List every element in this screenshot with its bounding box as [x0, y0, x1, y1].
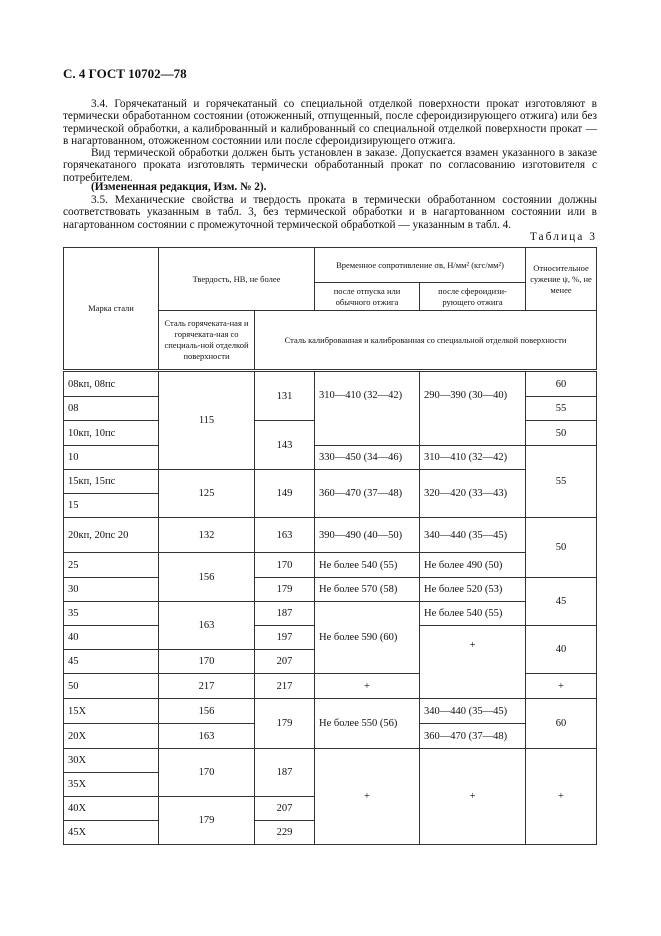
grade-cell: 15кп, 15пс	[64, 470, 159, 494]
grade-cell: 15	[64, 494, 159, 518]
header-after-tempering: после отпуска или обычного отжига	[315, 283, 420, 311]
tempering-cell: Не более 550 (56)	[315, 699, 420, 749]
elongation-cell: +	[526, 674, 597, 699]
amendment-note: (Измененная редакция, Изм. № 2).	[91, 181, 267, 193]
grade-cell: 10	[64, 446, 159, 470]
cal-hardness-cell: 217	[255, 674, 315, 699]
paragraph-3-4: 3.4. Горячекатаный и горячекатаный со специальной отделкой поверхности прокат изготовляют в термически обработанном состоянии (отожженный, отпущенный, после сфероидизирующего отжига) или без термической обработки, а калиброванный и калиброванный со специальной отделкой поверхности прокат — в нагартованном, отожженном состоянии или после сфероидизирующего отжига.	[63, 98, 597, 147]
grade-cell: 40Х	[64, 797, 159, 821]
elongation-cell: 60	[526, 371, 597, 397]
hot-hardness-cell: 132	[159, 518, 255, 553]
grade-cell: 30Х	[64, 749, 159, 773]
elongation-cell: 50	[526, 518, 597, 578]
grade-cell: 10кп, 10пс	[64, 421, 159, 446]
elongation-cell: 50	[526, 421, 597, 446]
cal-hardness-cell: 170	[255, 553, 315, 578]
cal-hardness-cell: 149	[255, 470, 315, 518]
header-calibrated: Сталь калиброванная и калиброванная со специальной отделкой поверхности	[255, 311, 597, 371]
tempering-cell: 360—470 (37—48)	[315, 470, 420, 518]
header-elongation: Относительное сужение ψ, %, не менее	[526, 248, 597, 311]
hot-hardness-cell: 156	[159, 699, 255, 724]
cal-hardness-cell: 207	[255, 650, 315, 674]
grade-cell: 25	[64, 553, 159, 578]
elongation-cell: 45	[526, 578, 597, 626]
tempering-cell: 390—490 (40—50)	[315, 518, 420, 553]
properties-table	[63, 247, 597, 845]
cal-hardness-cell: 179	[255, 578, 315, 602]
spheroid-cell: Не более 490 (50)	[420, 553, 526, 578]
grade-cell: 20Х	[64, 724, 159, 749]
page-header: С. 4 ГОСТ 10702—78	[63, 66, 187, 81]
grade-cell: 35	[64, 602, 159, 626]
tempering-cell: 330—450 (34—46)	[315, 446, 420, 470]
cal-hardness-cell: 187	[255, 602, 315, 626]
hot-hardness-cell: 125	[159, 470, 255, 518]
grade-cell: 50	[64, 674, 159, 699]
header-after-spheroid: после сфероидизи-рующего отжига	[420, 283, 526, 311]
grade-cell: 40	[64, 626, 159, 650]
elongation-cell: 60	[526, 699, 597, 749]
tempering-cell: Не более 570 (58)	[315, 578, 420, 602]
cal-hardness-cell: 207	[255, 797, 315, 821]
header-grade: Марка стали	[64, 248, 159, 371]
grade-cell: 08кп, 08пс	[64, 371, 159, 397]
spheroid-cell: 340—440 (35—45)	[420, 518, 526, 553]
tempering-cell: Не более 590 (60)	[315, 602, 420, 674]
grade-cell: 45Х	[64, 821, 159, 845]
header-hot-rolled: Сталь горячеката-ная и горячеката-ная со специаль-ной отделкой поверхности	[159, 311, 255, 371]
hot-hardness-cell: 170	[159, 650, 255, 674]
grade-cell: 45	[64, 650, 159, 674]
tempering-cell: Не более 540 (55)	[315, 553, 420, 578]
tempering-cell: +	[315, 674, 420, 699]
hot-hardness-cell: 170	[159, 749, 255, 797]
hot-hardness-cell: 115	[159, 371, 255, 470]
spheroid-cell: 360—470 (37—48)	[420, 724, 526, 749]
cal-hardness-cell: 163	[255, 518, 315, 553]
spheroid-cell: Не более 540 (55)	[420, 602, 526, 626]
spheroid-cell: 310—410 (32—42)	[420, 446, 526, 470]
grade-cell: 30	[64, 578, 159, 602]
tempering-cell: +	[315, 749, 420, 845]
spheroid-cell: 340—440 (35—45)	[420, 699, 526, 724]
cal-hardness-cell: 229	[255, 821, 315, 845]
elongation-cell: 40	[526, 626, 597, 674]
spheroid-cell: +	[420, 626, 526, 699]
grade-cell: 08	[64, 397, 159, 421]
elongation-cell: 55	[526, 397, 597, 421]
elongation-cell: +	[526, 749, 597, 845]
elongation-cell: 55	[526, 446, 597, 518]
tempering-cell: 310—410 (32—42)	[315, 371, 420, 446]
grade-cell: 35Х	[64, 773, 159, 797]
hot-hardness-cell: 179	[159, 797, 255, 845]
grade-cell: 20кп, 20пс 20	[64, 518, 159, 553]
spheroid-cell: +	[420, 749, 526, 845]
hot-hardness-cell: 163	[159, 724, 255, 749]
cal-hardness-cell: 131	[255, 371, 315, 421]
header-hardness: Твердость, НВ, не более	[159, 248, 315, 311]
table-caption: Таблица 3	[529, 231, 597, 243]
cal-hardness-cell: 187	[255, 749, 315, 797]
hot-hardness-cell: 163	[159, 602, 255, 650]
spheroid-cell: 320—420 (33—43)	[420, 470, 526, 518]
cal-hardness-cell: 143	[255, 421, 315, 470]
spheroid-cell: 290—390 (30—40)	[420, 371, 526, 446]
paragraph-3-5: 3.5. Механические свойства и твердость проката в термически обработанном состоянии должны соответствовать указанным в табл. 3, без термической обработки и в нагартованном состоянии или в нагартованном состоянии с промежуточной термической обработкой — указанным в табл. 4.	[63, 194, 597, 231]
spheroid-cell: Не более 520 (53)	[420, 578, 526, 602]
cal-hardness-cell: 197	[255, 626, 315, 650]
cal-hardness-cell: 179	[255, 699, 315, 749]
paragraph-heat-treatment: Вид термической обработки должен быть установлен в заказе. Допускается взамен указанного в заказе горячекатаного проката изготовлять термически обработанный прокат по согласованию изготовителя с потребителем.	[63, 147, 597, 184]
grade-cell: 15Х	[64, 699, 159, 724]
hot-hardness-cell: 217	[159, 674, 255, 699]
hot-hardness-cell: 156	[159, 553, 255, 602]
header-tensile: Временное сопротивление σв, Н/мм² (кгс/мм²)	[315, 248, 526, 283]
